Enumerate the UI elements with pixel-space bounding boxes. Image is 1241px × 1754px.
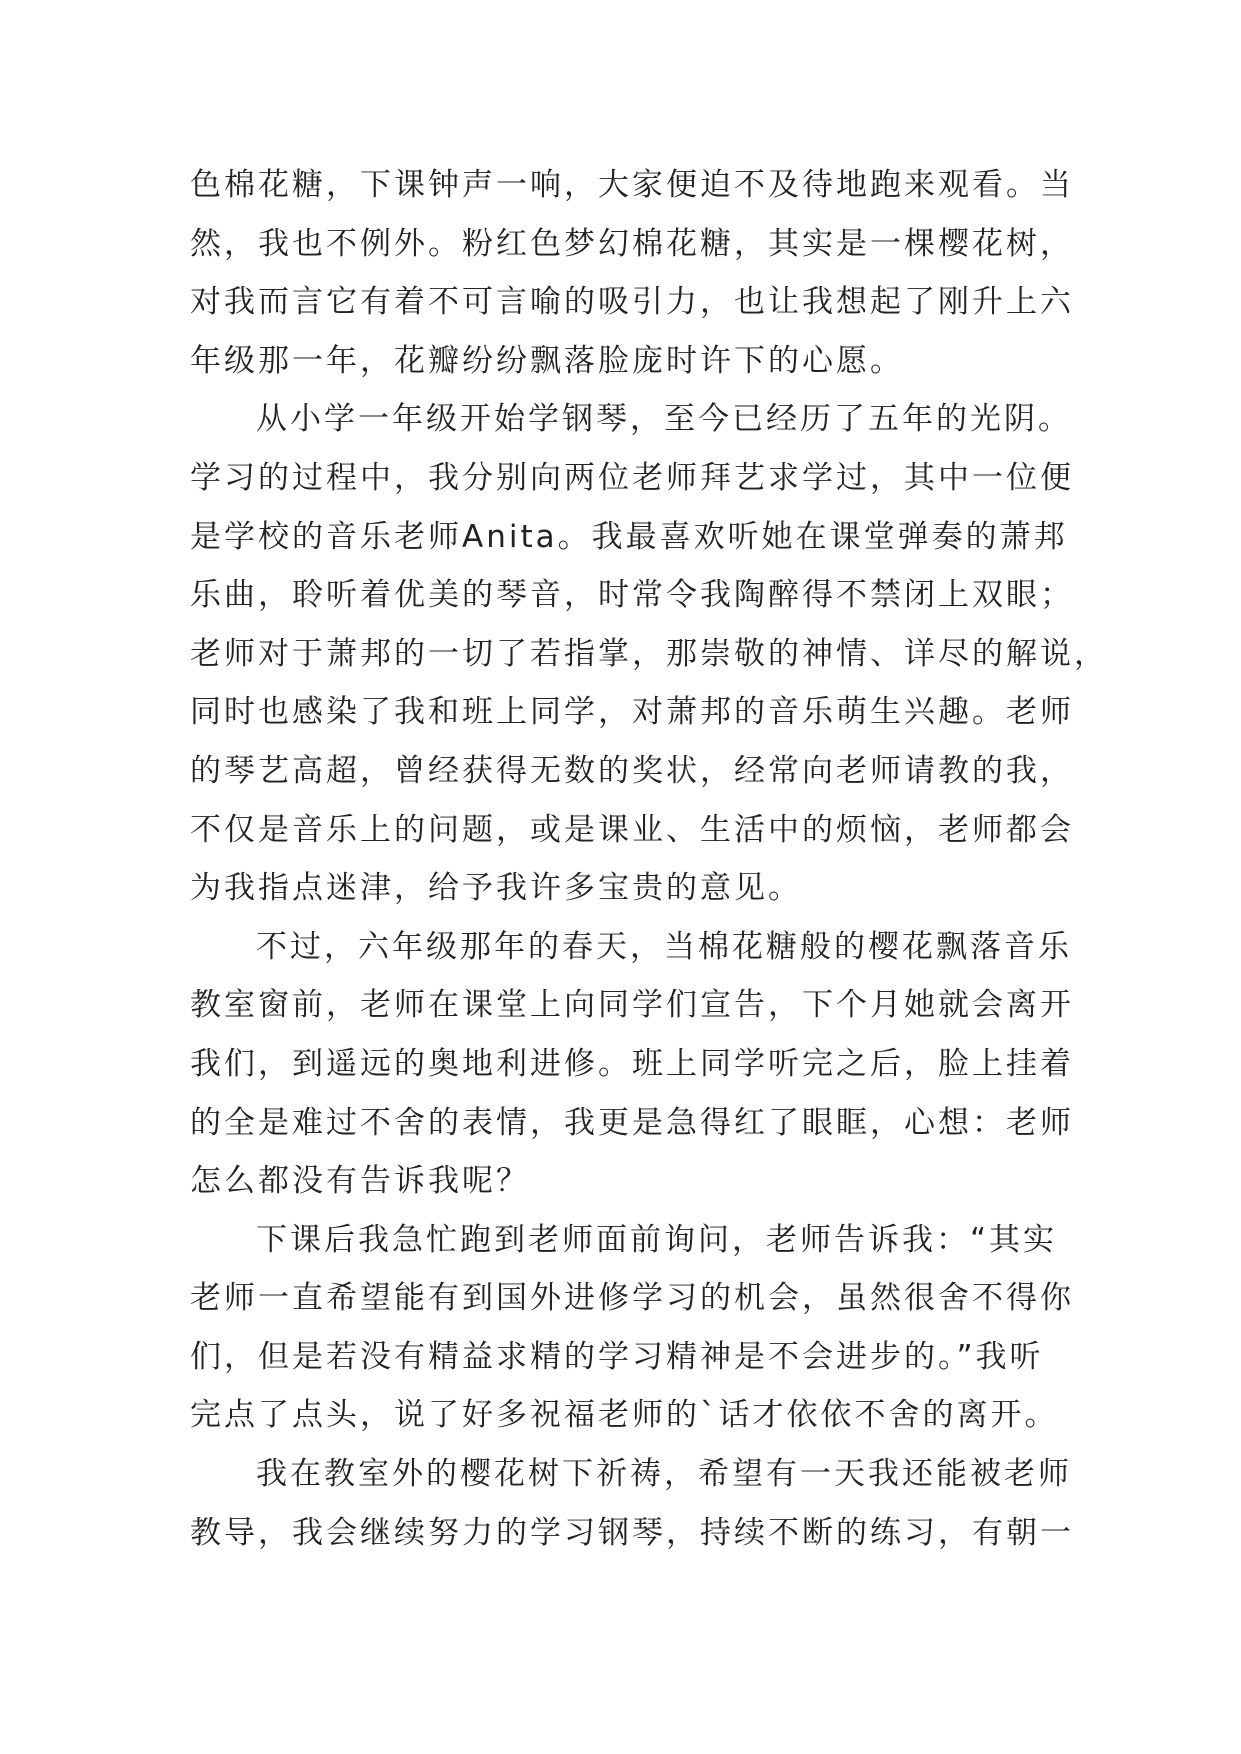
text-line: 对我而言它有着不可言喻的吸引力，也让我想起了刚升上六 — [190, 284, 1074, 321]
text-line: 老师一直希望能有到国外进修学习的机会，虽然很舍不得你 — [190, 1280, 1074, 1317]
text-line: 是学校的音乐老师Anita。我最喜欢听她在课堂弹奏的萧邦 — [190, 518, 1068, 555]
text-line: 老师对于萧邦的一切了若指掌，那崇敬的神情、详尽的解说， — [190, 635, 1108, 672]
text-line: 年级那一年，花瓣纷纷飘落脸庞时许下的心愿。 — [190, 342, 904, 379]
text-line: 的全是难过不舍的表情，我更是急得红了眼眶，心想：老师 — [190, 1104, 1074, 1141]
text-line: 的琴艺高超，曾经获得无数的奖状，经常向老师请教的我， — [190, 752, 1074, 789]
text-line: 们，但是若没有精益求精的学习精神是不会进步的。”我听 — [190, 1338, 1044, 1375]
text-line: 色棉花糖，下课钟声一响，大家便迫不及待地跑来观看。当 — [190, 167, 1074, 203]
paragraph-first-line: 我在教室外的樱花树下祈祷，希望有一天我还能被老师 — [256, 1456, 1072, 1493]
text-line: 为我指点迷津，给予我许多宝贵的意见。 — [190, 870, 802, 907]
document-body-text — [190, 156, 1108, 1562]
text-line: 教室窗前，老师在课堂上向同学们宣告，下个月她就会离开 — [190, 987, 1074, 1024]
text-line: 我们，到遥远的奥地利进修。班上同学听完之后，脸上挂着 — [190, 1045, 1074, 1082]
text-line: 完点了点头，说了好多祝福老师的`话才依依不舍的离开。 — [190, 1397, 1059, 1434]
text-line: 怎么都没有告诉我呢？ — [190, 1163, 530, 1200]
text-line: 学习的过程中，我分别向两位老师拜艺求学过，其中一位便 — [190, 459, 1074, 496]
text-line: 乐曲，聆听着优美的琴音，时常令我陶醉得不禁闭上双眼； — [190, 577, 1074, 614]
text-line: 不仅是音乐上的问题，或是课业、生活中的烦恼，老师都会 — [190, 811, 1074, 848]
text-line: 同时也感染了我和班上同学，对萧邦的音乐萌生兴趣。老师 — [190, 694, 1074, 731]
paragraph-first-line: 不过，六年级那年的春天，当棉花糖般的樱花飘落音乐 — [256, 928, 1072, 965]
text-line: 然，我也不例外。粉红色梦幻棉花糖，其实是一棵樱花树， — [190, 225, 1074, 262]
paragraph-first-line: 从小学一年级开始学钢琴，至今已经历了五年的光阴。 — [256, 401, 1072, 438]
paragraph-first-line: 下课后我急忙跑到老师面前询问，老师告诉我：“其实 — [256, 1221, 1058, 1258]
text-line: 教导，我会继续努力的学习钢琴，持续不断的练习，有朝一 — [190, 1514, 1074, 1551]
